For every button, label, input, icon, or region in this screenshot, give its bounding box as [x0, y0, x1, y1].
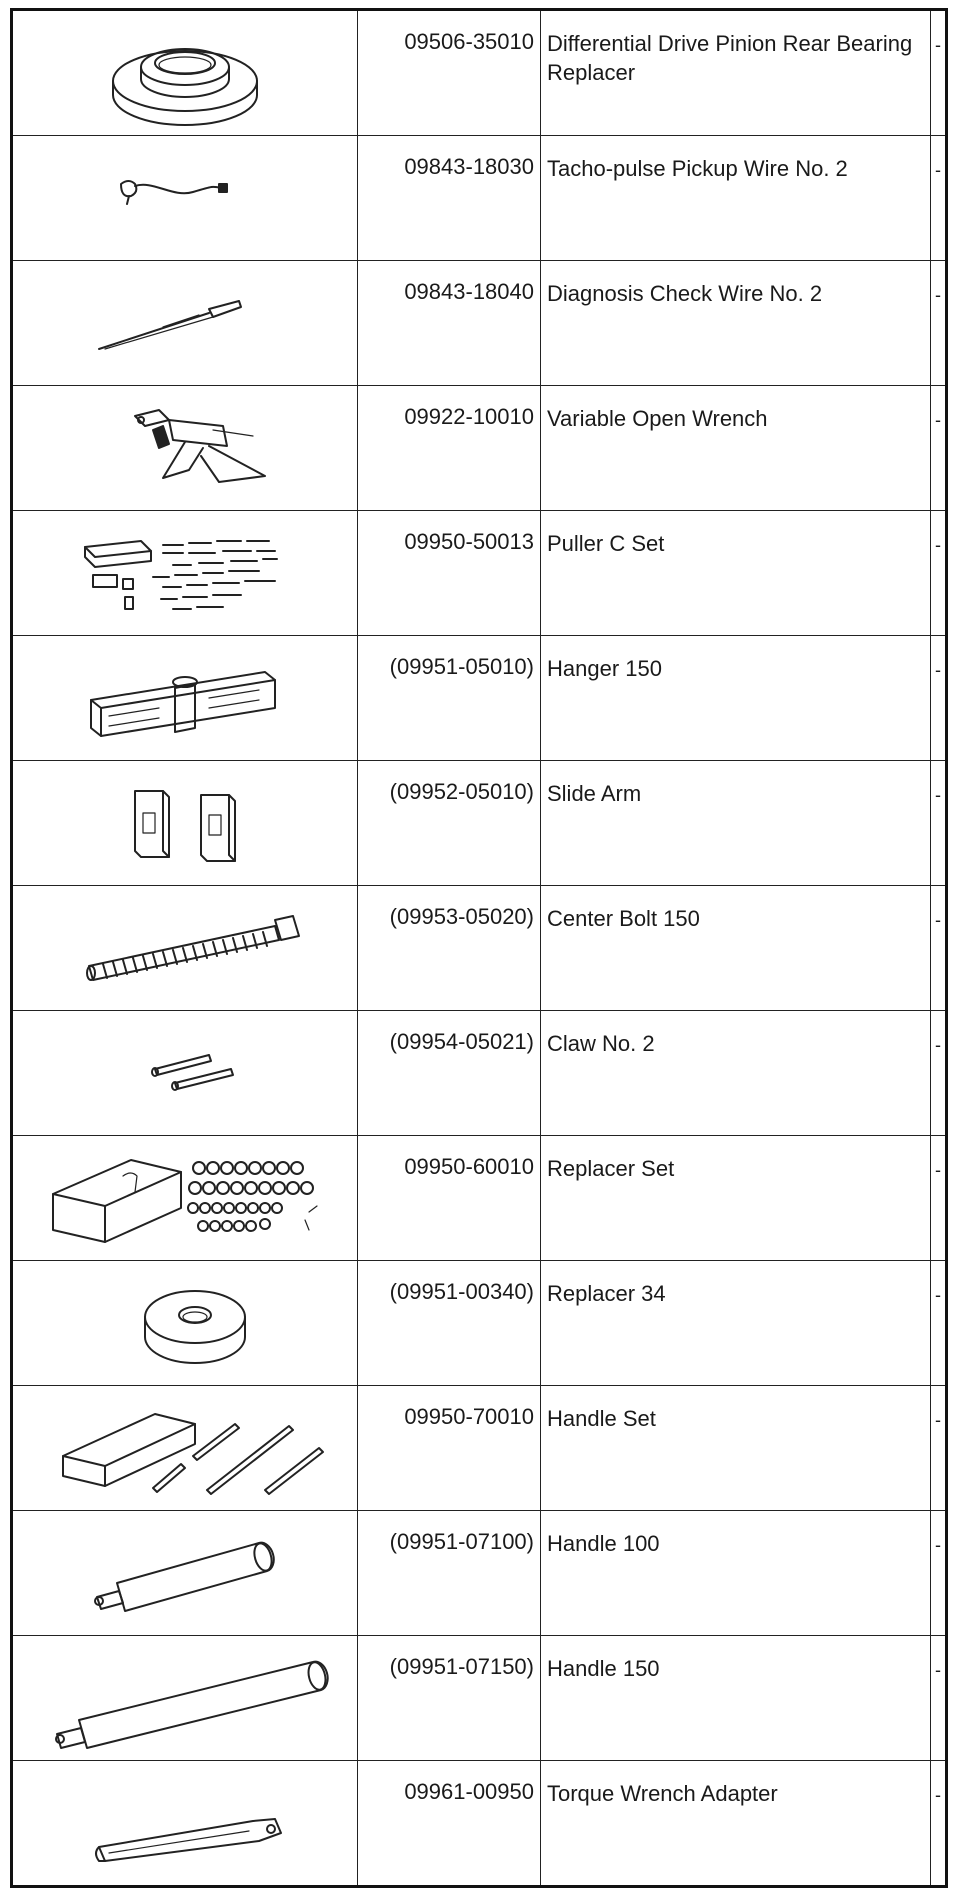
part-number: 09506-35010	[358, 10, 541, 136]
part-number: 09950-50013	[358, 511, 541, 636]
part-number: (09951-05010)	[358, 636, 541, 761]
part-number: 09950-70010	[358, 1386, 541, 1511]
extra-column: -	[931, 511, 947, 636]
table-row	[12, 10, 947, 136]
tool-illustration-cell	[12, 1136, 358, 1261]
table-row	[12, 761, 947, 886]
part-number: (09953-05020)	[358, 886, 541, 1011]
extra-column: -	[931, 1386, 947, 1511]
tool-name: Slide Arm	[541, 761, 931, 886]
tool-illustration-cell	[12, 1636, 358, 1761]
part-number: 09843-18030	[358, 136, 541, 261]
tool-illustration-cell	[12, 1386, 358, 1511]
extra-column: -	[931, 261, 947, 386]
tool-name: Replacer 34	[541, 1261, 931, 1386]
extra-column: -	[931, 10, 947, 136]
tool-name: Torque Wrench Adapter	[541, 1761, 931, 1887]
tool-name: Tacho-pulse Pickup Wire No. 2	[541, 136, 931, 261]
replacer-ring-icon	[13, 1261, 357, 1385]
check-wire-icon	[13, 261, 357, 385]
tool-illustration-cell	[12, 261, 358, 386]
table-row	[12, 1636, 947, 1761]
extra-column: -	[931, 386, 947, 511]
tool-illustration-cell	[12, 10, 358, 136]
tool-name: Variable Open Wrench	[541, 386, 931, 511]
replacer-set-icon	[13, 1136, 357, 1260]
special-tools-table	[10, 8, 948, 1888]
part-number: (09951-07150)	[358, 1636, 541, 1761]
tool-name: Diagnosis Check Wire No. 2	[541, 261, 931, 386]
tool-name: Hanger 150	[541, 636, 931, 761]
slide-arm-icon	[13, 761, 357, 885]
open-wrench-icon	[13, 386, 357, 510]
tool-illustration-cell	[12, 1511, 358, 1636]
table-row	[12, 261, 947, 386]
extra-column: -	[931, 136, 947, 261]
table-row	[12, 1011, 947, 1136]
part-number: 09961-00950	[358, 1761, 541, 1887]
tool-name: Differential Drive Pinion Rear Bearing Replacer	[541, 10, 931, 136]
table-row	[12, 386, 947, 511]
tool-illustration-cell	[12, 636, 358, 761]
handle-set-icon	[13, 1386, 357, 1510]
tool-name: Claw No. 2	[541, 1011, 931, 1136]
torque-adapter-icon	[13, 1761, 357, 1885]
puller-set-icon	[13, 511, 357, 635]
tool-illustration-cell	[12, 136, 358, 261]
extra-column: -	[931, 886, 947, 1011]
extra-column: -	[931, 1011, 947, 1136]
tool-name: Center Bolt 150	[541, 886, 931, 1011]
handle-150-icon	[13, 1636, 357, 1760]
part-number: (09954-05021)	[358, 1011, 541, 1136]
tool-name: Handle Set	[541, 1386, 931, 1511]
extra-column: -	[931, 1511, 947, 1636]
part-number: 09843-18040	[358, 261, 541, 386]
tool-illustration-cell	[12, 511, 358, 636]
table-row	[12, 886, 947, 1011]
hanger-icon	[13, 636, 357, 760]
tool-illustration-cell	[12, 1261, 358, 1386]
tool-illustration-cell	[12, 386, 358, 511]
extra-column: -	[931, 1261, 947, 1386]
extra-column: -	[931, 636, 947, 761]
part-number: 09950-60010	[358, 1136, 541, 1261]
bearing-replacer-icon	[13, 11, 357, 135]
table-row	[12, 136, 947, 261]
part-number: 09922-10010	[358, 386, 541, 511]
center-bolt-icon	[13, 886, 357, 1010]
table-row	[12, 636, 947, 761]
part-number: (09952-05010)	[358, 761, 541, 886]
extra-column: -	[931, 1761, 947, 1887]
part-number: (09951-07100)	[358, 1511, 541, 1636]
part-number: (09951-00340)	[358, 1261, 541, 1386]
table-row	[12, 1511, 947, 1636]
handle-100-icon	[13, 1511, 357, 1635]
pickup-wire-icon	[13, 136, 357, 260]
tool-illustration-cell	[12, 1011, 358, 1136]
extra-column: -	[931, 761, 947, 886]
table-row	[12, 1386, 947, 1511]
extra-column: -	[931, 1636, 947, 1761]
table-row	[12, 1136, 947, 1261]
tool-name: Handle 100	[541, 1511, 931, 1636]
tool-illustration-cell	[12, 1761, 358, 1887]
tool-name: Replacer Set	[541, 1136, 931, 1261]
table-row	[12, 511, 947, 636]
claw-icon	[13, 1011, 357, 1135]
tool-illustration-cell	[12, 761, 358, 886]
tool-name: Handle 150	[541, 1636, 931, 1761]
tool-name: Puller C Set	[541, 511, 931, 636]
table-row	[12, 1261, 947, 1386]
tool-illustration-cell	[12, 886, 358, 1011]
table-row	[12, 1761, 947, 1887]
extra-column: -	[931, 1136, 947, 1261]
